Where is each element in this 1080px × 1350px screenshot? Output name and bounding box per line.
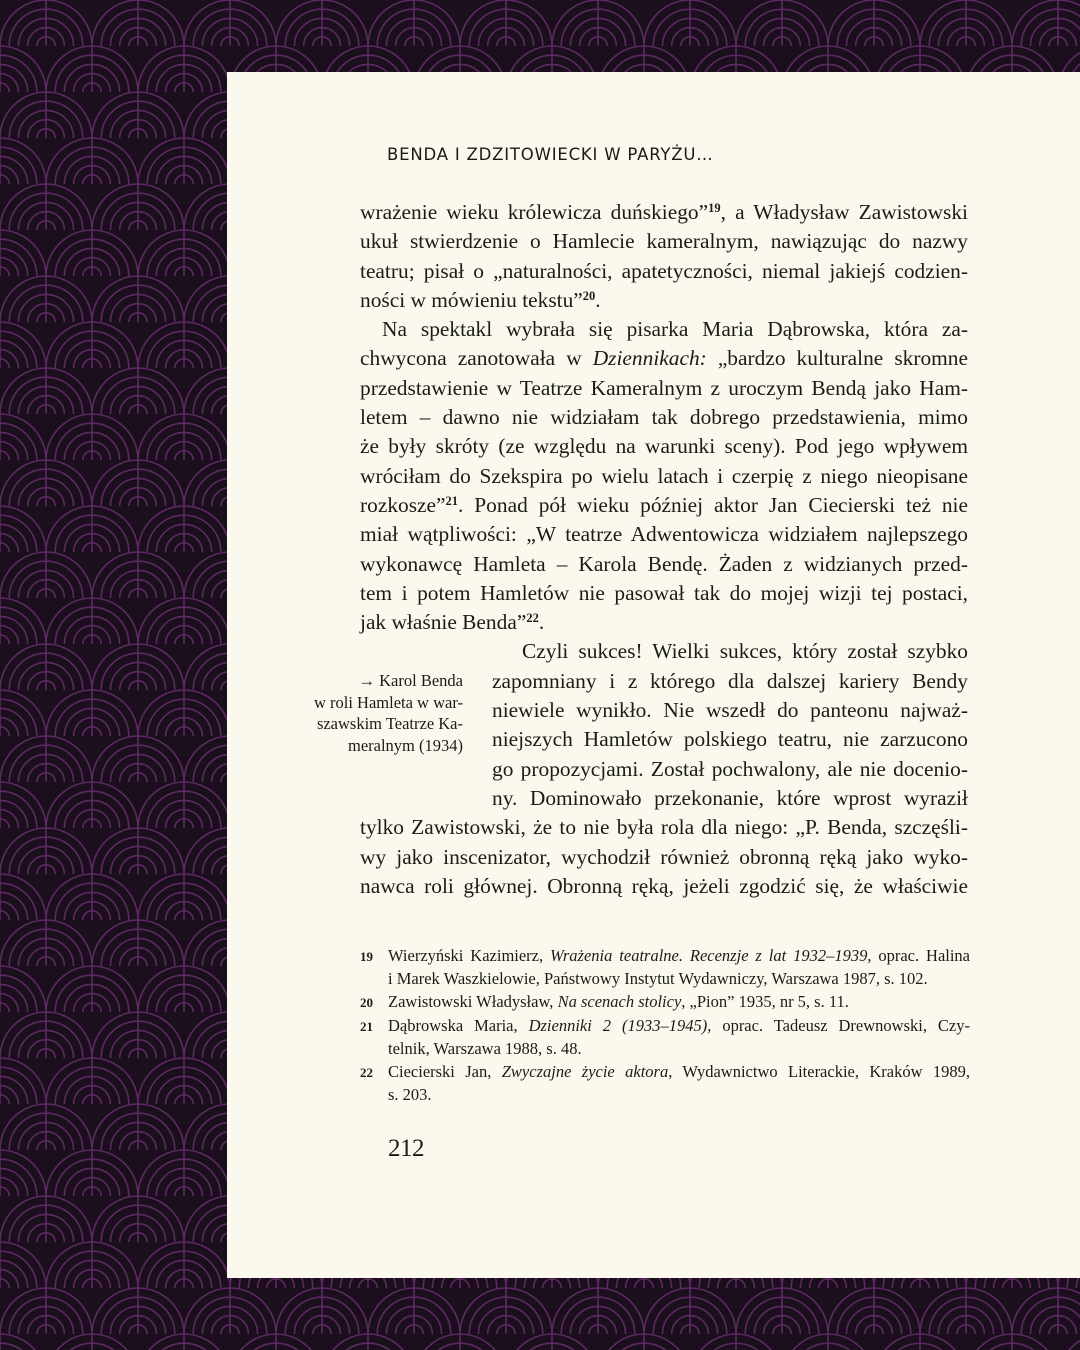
body-line: zapomniany i z którego dla dalszej kariery Bendy [492,668,968,693]
book-page [227,72,1080,1278]
footnote-22 [360,1060,970,1106]
footnote-number: 21 [360,1018,373,1034]
body-line: letem – dawno nie widziałam tak dobrego przedstawienia, mimo [360,405,968,430]
footnote-ref-20[interactable]: 20 [582,288,596,303]
body-line: ności w mówieniu tekstu”$^{20}$. [360,287,601,312]
footnote-line: Wierzyński Kazimierz, Wrażenia teatralne. Recenzje z lat 1932–1939, oprac. Halina [388,946,971,965]
caption-line: w roli Hamleta w war- [313,692,463,712]
body-line: przedstawienie w Teatrze Kameralnym z uroczym Bendą jako Ham- [360,375,968,400]
body-line: Na spektakl wybrała się pisarka Maria Dąbrowska, która za- [382,317,968,342]
body-line: rozkosze”$^{21}$. Ponad pół wieku później aktor Jan Ciecierski też nie [360,492,968,517]
footnote-number: 22 [360,1065,373,1081]
footnote-20 [360,990,970,1013]
body-line: nawca roli głównej. Obronną ręką, jeżeli zgodzić się, że właściwie [360,873,968,898]
page-number: 212 [388,1135,424,1162]
body-line: wykonawcę Hamleta – Karola Bendę. Żaden z widzianych przed- [360,551,968,576]
body-line: Czyli sukces! Wielki sukces, który został szybko [522,639,968,664]
body-line: miał wątpliwości: „W teatrze Adwentowicza widziałem najlepszego [360,522,968,547]
footnote-ref-22[interactable]: 22 [526,611,539,626]
body-line: wy jako inscenizator, wychodził również obronną ręką jako wyko- [360,844,968,869]
body-line: teatru; pisał o „naturalności, apatetyczności, niemal jakiejś codzien- [360,258,968,283]
running-head: BENDA I ZDZITOWIECKI W PARYŻU… [387,145,714,164]
body-line: chwycona zanotowała w Dziennikach: „bardzo kulturalne skromne [360,346,968,371]
footnote-19 [360,944,970,990]
footnote-ref-19[interactable]: 19 [708,201,721,215]
image-caption [293,670,463,757]
caption-line: meralnym (1934) [347,736,463,756]
footnote-line: i Marek Waszkielowie, Państwowy Instytut Wydawniczy, Warszawa 1987, s. 102. [388,969,928,989]
body-line: niewiele wynikło. Nie wszedł do panteonu najważ- [492,698,968,723]
body-line: go propozycjami. Został pochwalony, ale nie docenio- [492,756,968,781]
footnote-line: s. 203. [388,1085,432,1105]
body-line: wrażenie wieku królewicza duńskiego”$^{19}$, a Władysław Zawistowski [360,200,968,224]
footnote-21 [360,1014,970,1060]
body-line: ny. Dominowało przekonanie, które wprost wyraził [492,785,968,810]
footnote-number: 20 [360,995,373,1011]
footnote-line: telnik, Warszawa 1988, s. 48. [388,1038,582,1058]
body-line: tylko Zawistowski, że to nie była rola dla niego: „P. Benda, szczęśli- [360,815,968,840]
body-line: ukuł stwierdzenie o Hamlecie kameralnym, nawiązując do nazwy [360,229,968,254]
caption-line: → Karol Benda [358,671,463,690]
footnote-line: Dąbrowska Maria, Dzienniki 2 (1933–1945), oprac. Tadeusz Drewnowski, Czy- [388,1015,970,1035]
footnote-line: Ciecierski Jan, Zwyczajne życie aktora, Wydawnictwo Literackie, Kraków 1989, [388,1062,970,1082]
body-line: że były skróty (ze względu na warunki sceny). Pod jego wpływem [360,434,968,459]
footnote-line: Zawistowski Władysław, Na scenach stolicy, „Pion” 1935, nr 5, s. 11. [388,992,849,1012]
caption-line: szawskim Teatrze Ka- [316,714,463,734]
body-line: niejszych Hamletów polskiego teatru, nie zarzucono [492,727,968,752]
footnote-ref-21[interactable]: 21 [445,493,459,508]
body-line: tem i potem Hamletów nie pasował tak do mojej wizji tej postaci, [360,580,968,605]
body-text [360,198,968,901]
footnotes [360,944,970,1106]
footnote-number: 19 [360,949,373,964]
body-line: jak właśnie Benda”$^{22}$. [360,610,545,635]
body-line: wróciłam do Szekspira po wielu latach i czerpię z niego nieopisane [360,463,968,488]
